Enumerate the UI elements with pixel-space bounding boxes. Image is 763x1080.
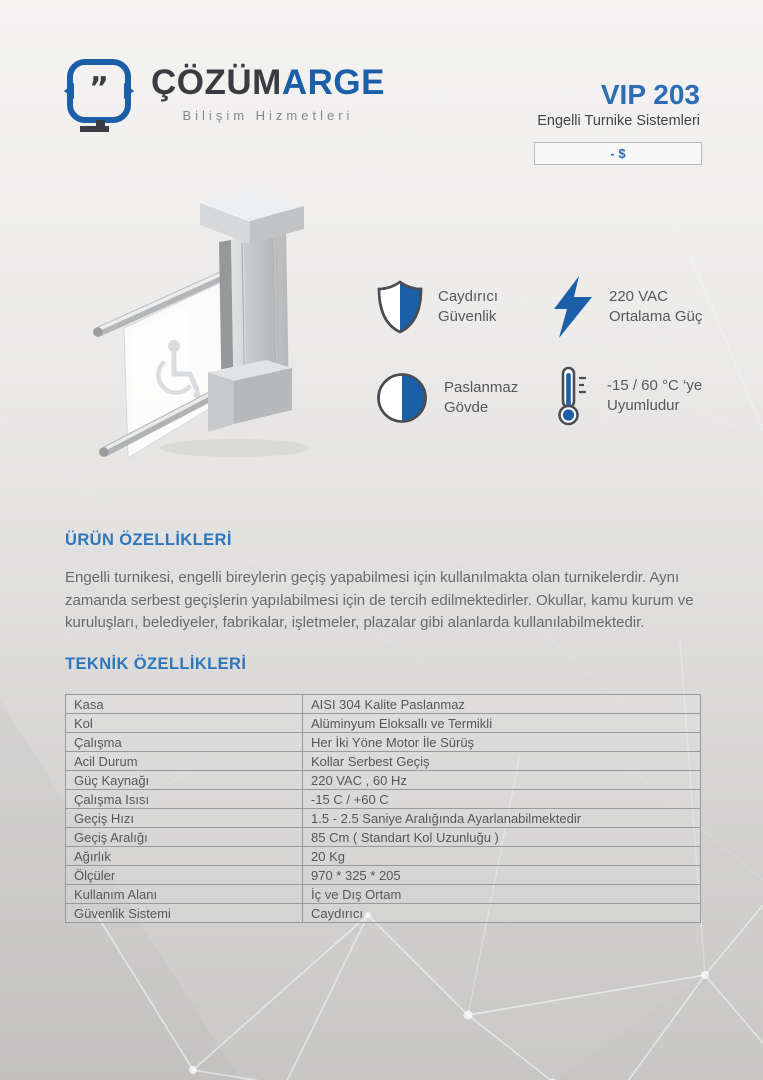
price-label: - $	[610, 146, 626, 161]
spec-row	[66, 771, 701, 790]
thermometer-icon	[554, 366, 592, 426]
spec-value-cell: 85 Cm ( Standart Kol Uzunluğu )	[303, 828, 701, 847]
spec-value-cell: Kollar Serbest Geçiş	[303, 752, 701, 771]
specs-table	[65, 694, 701, 923]
spec-value-cell: 220 VAC , 60 Hz	[303, 771, 701, 790]
product-image-turnstile	[70, 180, 350, 480]
brand-name	[151, 65, 385, 100]
spec-label-cell: Acil Durum	[66, 752, 303, 771]
brand-logo	[63, 55, 385, 135]
spec-row	[66, 733, 701, 752]
spec-value-cell: Caydırıcı	[303, 904, 701, 923]
spec-row	[66, 695, 701, 714]
spec-row	[66, 866, 701, 885]
feature-item-power	[552, 276, 702, 338]
spec-row	[66, 828, 701, 847]
spec-row	[66, 847, 701, 866]
shield-icon	[377, 280, 423, 334]
feature-label: Paslanmaz Gövde	[444, 379, 519, 416]
spec-label-cell: Ağırlık	[66, 847, 303, 866]
feature-item-temperature	[554, 366, 702, 426]
spec-label-cell: Ölçüler	[66, 866, 303, 885]
spec-label-cell: Kol	[66, 714, 303, 733]
brand-name-primary: ÇÖZÜM	[151, 63, 282, 102]
brand-text	[151, 55, 385, 123]
spec-row	[66, 904, 701, 923]
spec-row	[66, 752, 701, 771]
spec-row	[66, 809, 701, 828]
spec-value-cell: İç ve Dış Ortam	[303, 885, 701, 904]
feature-label: 220 VAC Ortalama Güç	[609, 288, 703, 325]
spec-label-cell: Güç Kaynağı	[66, 771, 303, 790]
feature-item-security	[377, 280, 498, 334]
brand-name-secondary: ARGE	[281, 63, 385, 102]
spec-row	[66, 885, 701, 904]
brand-monitor-braces-icon	[63, 55, 135, 135]
spec-label-cell: Kasa	[66, 695, 303, 714]
spec-label-cell: Geçiş Aralığı	[66, 828, 303, 847]
spec-label-cell: Kullanım Alanı	[66, 885, 303, 904]
section-title-technical-specs: TEKNİK ÖZELLİKLERİ	[65, 655, 247, 673]
spec-value-cell: 20 Kg	[303, 847, 701, 866]
spec-value-cell: AISI 304 Kalite Paslanmaz	[303, 695, 701, 714]
product-category: Engelli Turnike Sistemleri	[537, 113, 700, 130]
spec-value-cell: Alüminyum Eloksallı ve Termikli	[303, 714, 701, 733]
feature-item-stainless	[375, 371, 518, 425]
spec-value-cell: -15 C / +60 C	[303, 790, 701, 809]
spec-label-cell: Güvenlik Sistemi	[66, 904, 303, 923]
spec-label-cell: Çalışma Isısı	[66, 790, 303, 809]
lightning-icon	[552, 276, 594, 338]
product-header	[537, 80, 700, 129]
price-box	[534, 142, 702, 165]
feature-label: Caydırıcı Güvenlik	[438, 288, 499, 325]
spec-value-cell: Her İki Yöne Motor İle Sürüş	[303, 733, 701, 752]
spec-value-cell: 1.5 - 2.5 Saniye Aralığında Ayarlanabilmektedir	[303, 809, 701, 828]
spec-label-cell: Çalışma	[66, 733, 303, 752]
section-title-product-features: ÜRÜN ÖZELLİKLERİ	[65, 531, 232, 549]
spec-value-cell: 970 * 325 * 205	[303, 866, 701, 885]
product-code: VIP 203	[600, 79, 700, 110]
spec-row	[66, 714, 701, 733]
feature-label: -15 / 60 °C ‘ye Uyumludur	[607, 377, 703, 414]
spec-label-cell: Geçiş Hızı	[66, 809, 303, 828]
stainless-circle-icon	[375, 371, 429, 425]
svg-text:”: ”	[89, 71, 109, 106]
brand-tagline: Bilişim Hizmetleri	[182, 108, 354, 123]
spec-row	[66, 790, 701, 809]
product-description: Engelli turnikesi, engelli bireylerin geçiş yapabilmesi için kullanılmakta olan turnikelerdir. Aynı zamanda serbest geçişlerin yapılabilmesi için de tercih edilmektedirler. Okullar, kamu kurum ve kuruluşları, belediyeler, fabrikalar, işletmeler, plazalar gibi alanlarda kullanılabilmektedir.	[65, 569, 694, 631]
